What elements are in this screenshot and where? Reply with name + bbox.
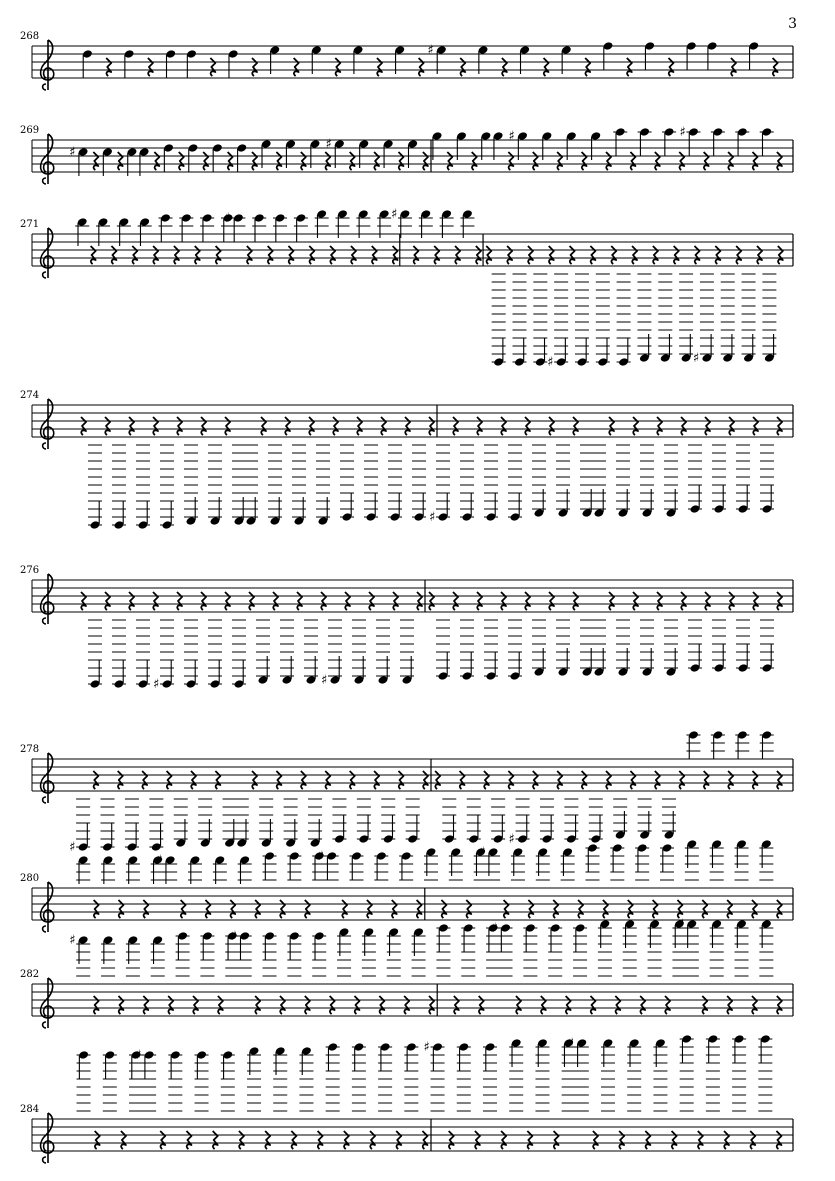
quarter-rest: [318, 1131, 323, 1149]
quarter-rest: [95, 1131, 100, 1149]
quarter-rest: [447, 152, 452, 170]
quarter-rest: [350, 771, 355, 789]
quarter-rest: [557, 771, 562, 789]
quarter-rest: [273, 592, 278, 610]
quarter-rest: [423, 771, 428, 789]
quarter-rest: [501, 592, 506, 610]
quarter-rest: [423, 152, 428, 170]
quarter-rest: [129, 592, 134, 610]
quarter-rest: [501, 417, 506, 435]
quarter-rest: [374, 771, 379, 789]
quarter-rest: [698, 1131, 703, 1149]
quarter-rest: [193, 996, 198, 1014]
quarter-rest: [305, 900, 310, 918]
quarter-rest: [345, 592, 350, 610]
quarter-rest: [582, 152, 587, 170]
quarter-rest: [417, 592, 422, 610]
quarter-rest: [704, 771, 709, 789]
quarter-rest: [297, 592, 302, 610]
quarter-rest: [674, 246, 679, 264]
quarter-rest: [628, 900, 633, 918]
sharp-accidental: ♯: [224, 211, 231, 226]
quarter-rest: [94, 996, 99, 1014]
quarter-rest: [731, 58, 736, 76]
quarter-rest: [215, 771, 220, 789]
measure-number: 276: [20, 565, 40, 576]
quarter-rest: [507, 246, 512, 264]
quarter-rest: [276, 152, 281, 170]
quarter-rest: [752, 900, 757, 918]
quarter-rest: [369, 592, 374, 610]
quarter-rest: [177, 417, 182, 435]
quarter-rest: [105, 592, 110, 610]
quarter-rest: [294, 58, 299, 76]
quarter-rest: [280, 996, 285, 1014]
quarter-rest: [724, 1131, 729, 1149]
quarter-rest: [544, 58, 549, 76]
quarter-rest: [213, 1131, 218, 1149]
sharp-accidental: ♯: [427, 43, 434, 58]
quarter-rest: [633, 592, 638, 610]
quarter-rest: [541, 996, 546, 1014]
sharp-accidental: ♯: [585, 665, 592, 680]
quarter-rest: [476, 246, 481, 264]
quarter-rest: [657, 417, 662, 435]
quarter-rest: [142, 771, 147, 789]
quarter-rest: [413, 246, 418, 264]
quarter-rest: [557, 152, 562, 170]
quarter-rest: [619, 1131, 624, 1149]
quarter-rest: [695, 246, 700, 264]
quarter-rest: [477, 592, 482, 610]
sharp-accidental: ♯: [156, 853, 163, 868]
quarter-rest: [528, 246, 533, 264]
treble-clef-icon: [41, 753, 54, 803]
sharp-accidental: ♯: [491, 921, 498, 936]
quarter-rest: [570, 246, 575, 264]
quarter-rest: [435, 771, 440, 789]
quarter-rest: [609, 417, 614, 435]
quarter-rest: [370, 1131, 375, 1149]
quarter-rest: [704, 152, 709, 170]
quarter-rest: [633, 417, 638, 435]
quarter-rest: [773, 58, 778, 76]
quarter-rest: [728, 771, 733, 789]
quarter-rest: [153, 246, 158, 264]
quarter-rest: [705, 592, 710, 610]
quarter-rest: [609, 592, 614, 610]
quarter-rest: [249, 592, 254, 610]
quarter-rest: [230, 900, 235, 918]
quarter-rest: [585, 58, 590, 76]
quarter-rest: [333, 417, 338, 435]
quarter-rest: [533, 771, 538, 789]
quarter-rest: [728, 152, 733, 170]
quarter-rest: [354, 996, 359, 1014]
quarter-rest: [653, 900, 658, 918]
quarter-rest: [453, 592, 458, 610]
treble-clef-icon: [41, 40, 54, 90]
quarter-rest: [679, 152, 684, 170]
quarter-rest: [195, 246, 200, 264]
quarter-rest: [479, 996, 484, 1014]
quarter-rest: [502, 58, 507, 76]
quarter-rest: [752, 152, 757, 170]
quarter-rest: [203, 152, 208, 170]
quarter-rest: [405, 417, 410, 435]
quarter-rest: [429, 996, 434, 1014]
quarter-rest: [177, 592, 182, 610]
sharp-accidental: ♯: [692, 351, 700, 366]
quarter-rest: [653, 246, 658, 264]
sharp-accidental: ♯: [230, 929, 237, 944]
sharp-accidental: ♯: [508, 832, 515, 847]
quarter-rest: [752, 996, 757, 1014]
quarter-rest: [396, 1131, 401, 1149]
quarter-rest: [672, 1131, 677, 1149]
quarter-rest: [393, 592, 398, 610]
quarter-rest: [778, 246, 783, 264]
quarter-rest: [525, 592, 530, 610]
quarter-rest: [239, 1131, 244, 1149]
quarter-rest: [449, 1131, 454, 1149]
quarter-rest: [606, 152, 611, 170]
quarter-rest: [477, 417, 482, 435]
quarter-rest: [321, 592, 326, 610]
quarter-rest: [501, 1131, 506, 1149]
quarter-rest: [582, 771, 587, 789]
quarter-rest: [404, 996, 409, 1014]
quarter-rest: [301, 152, 306, 170]
quarter-rest: [81, 417, 86, 435]
quarter-rest: [705, 417, 710, 435]
quarter-rest: [665, 996, 670, 1014]
quarter-rest: [351, 246, 356, 264]
quarter-rest: [210, 58, 215, 76]
quarter-rest: [460, 771, 465, 789]
quarter-rest: [261, 417, 266, 435]
quarter-rest: [702, 996, 707, 1014]
quarter-rest: [434, 246, 439, 264]
quarter-rest: [454, 996, 459, 1014]
quarter-rest: [516, 996, 521, 1014]
quarter-rest: [777, 417, 782, 435]
sharp-accidental: ♯: [325, 137, 332, 152]
quarter-rest: [255, 900, 260, 918]
sharp-accidental: ♯: [585, 506, 592, 521]
quarter-rest: [715, 246, 720, 264]
quarter-rest: [590, 246, 595, 264]
quarter-rest: [153, 592, 158, 610]
quarter-rest: [350, 152, 355, 170]
quarter-rest: [218, 996, 223, 1014]
quarter-rest: [681, 417, 686, 435]
quarter-rest: [593, 1131, 598, 1149]
quarter-rest: [777, 900, 782, 918]
quarter-rest: [168, 996, 173, 1014]
sharp-accidental: ♯: [317, 849, 324, 864]
quarter-rest: [379, 996, 384, 1014]
quarter-rest: [225, 417, 230, 435]
quarter-rest: [252, 58, 257, 76]
quarter-rest: [143, 996, 148, 1014]
quarter-rest: [466, 900, 471, 918]
quarter-rest: [460, 58, 465, 76]
quarter-rest: [549, 592, 554, 610]
quarter-rest: [632, 246, 637, 264]
quarter-rest: [174, 246, 179, 264]
quarter-rest: [753, 417, 758, 435]
quarter-rest: [573, 592, 578, 610]
quarter-rest: [94, 900, 99, 918]
quarter-rest: [776, 1131, 781, 1149]
quarter-rest: [374, 152, 379, 170]
quarter-rest: [330, 246, 335, 264]
quarter-rest: [681, 592, 686, 610]
quarter-rest: [288, 246, 293, 264]
quarter-rest: [247, 246, 252, 264]
quarter-rest: [527, 1131, 532, 1149]
quarter-rest: [484, 771, 489, 789]
quarter-rest: [655, 152, 660, 170]
quarter-rest: [268, 246, 273, 264]
quarter-rest: [757, 246, 762, 264]
sharp-accidental: ♯: [227, 836, 235, 851]
quarter-rest: [344, 1131, 349, 1149]
measure-number: 269: [20, 125, 40, 136]
quarter-rest: [153, 417, 158, 435]
quarter-rest: [381, 417, 386, 435]
quarter-rest: [228, 152, 233, 170]
quarter-rest: [252, 152, 257, 170]
measure-number: 268: [20, 31, 40, 42]
quarter-rest: [325, 771, 330, 789]
page-number: 3: [788, 16, 797, 32]
quarter-rest: [417, 900, 422, 918]
sharp-accidental: ♯: [479, 845, 486, 860]
quarter-rest: [615, 996, 620, 1014]
sharp-accidental: ♯: [508, 129, 515, 144]
treble-clef-icon: [41, 134, 54, 184]
treble-clef-icon: [41, 978, 54, 1028]
quarter-rest: [777, 152, 782, 170]
quarter-rest: [398, 152, 403, 170]
quarter-rest: [167, 771, 172, 789]
quarter-rest: [630, 152, 635, 170]
quarter-rest: [160, 1131, 165, 1149]
measure-number: 278: [20, 744, 40, 755]
quarter-rest: [191, 771, 196, 789]
sharp-accidental: ♯: [567, 1036, 575, 1051]
sharp-accidental: ♯: [429, 510, 436, 525]
measure-number: 271: [20, 219, 40, 230]
quarter-rest: [752, 771, 757, 789]
treble-clef-icon: [41, 228, 54, 278]
quarter-rest: [118, 900, 123, 918]
quarter-rest: [603, 900, 608, 918]
quarter-rest: [265, 1131, 270, 1149]
measure-number: 282: [20, 969, 40, 980]
quarter-rest: [640, 996, 645, 1014]
quarter-rest: [553, 900, 558, 918]
quarter-rest: [143, 900, 148, 918]
quarter-rest: [679, 771, 684, 789]
measure-number: 280: [20, 873, 40, 884]
sharp-accidental: ♯: [390, 207, 398, 222]
quarter-rest: [750, 1131, 755, 1149]
sharp-accidental: ♯: [69, 145, 76, 160]
quarter-rest: [118, 152, 123, 170]
quarter-rest: [276, 771, 281, 789]
quarter-rest: [93, 152, 98, 170]
quarter-rest: [729, 417, 734, 435]
quarter-rest: [429, 417, 434, 435]
sharp-accidental: ♯: [679, 125, 686, 140]
quarter-rest: [441, 900, 446, 918]
sharp-accidental: ♯: [321, 673, 328, 688]
quarter-rest: [255, 996, 260, 1014]
treble-clef-icon: [41, 399, 54, 449]
quarter-rest: [736, 246, 741, 264]
quarter-rest: [504, 900, 509, 918]
treble-clef-icon: [41, 882, 54, 932]
quarter-rest: [285, 417, 290, 435]
quarter-rest: [453, 417, 458, 435]
quarter-rest: [111, 246, 116, 264]
quarter-rest: [291, 1131, 296, 1149]
quarter-rest: [528, 900, 533, 918]
quarter-rest: [357, 417, 362, 435]
quarter-rest: [702, 900, 707, 918]
quarter-rest: [549, 246, 554, 264]
quarter-rest: [533, 152, 538, 170]
quarter-rest: [201, 417, 206, 435]
quarter-rest: [590, 996, 595, 1014]
quarter-rest: [181, 900, 186, 918]
quarter-rest: [508, 152, 513, 170]
quarter-rest: [205, 900, 210, 918]
quarter-rest: [201, 592, 206, 610]
sharp-accidental: ♯: [135, 1048, 142, 1063]
quarter-rest: [91, 246, 96, 264]
quarter-rest: [777, 996, 782, 1014]
quarter-rest: [118, 771, 123, 789]
quarter-rest: [93, 771, 98, 789]
quarter-rest: [419, 58, 424, 76]
quarter-rest: [677, 900, 682, 918]
quarter-rest: [330, 996, 335, 1014]
quarter-rest: [606, 771, 611, 789]
quarter-rest: [398, 771, 403, 789]
quarter-rest: [645, 1131, 650, 1149]
quarter-rest: [280, 900, 285, 918]
quarter-rest: [309, 246, 314, 264]
quarter-rest: [309, 417, 314, 435]
sharp-accidental: ♯: [237, 514, 244, 529]
treble-clef-icon: [41, 1113, 54, 1163]
quarter-rest: [508, 771, 513, 789]
quarter-rest: [216, 246, 221, 264]
quarter-rest: [81, 592, 86, 610]
quarter-rest: [106, 58, 111, 76]
quarter-rest: [335, 58, 340, 76]
quarter-rest: [342, 900, 347, 918]
quarter-rest: [372, 246, 377, 264]
quarter-rest: [305, 996, 310, 1014]
quarter-rest: [392, 900, 397, 918]
quarter-rest: [727, 900, 732, 918]
sharp-accidental: ♯: [677, 917, 685, 932]
quarter-rest: [566, 996, 571, 1014]
quarter-rest: [393, 246, 398, 264]
quarter-rest: [154, 152, 159, 170]
quarter-rest: [668, 58, 673, 76]
quarter-rest: [129, 417, 134, 435]
quarter-rest: [573, 417, 578, 435]
quarter-rest: [118, 996, 123, 1014]
sharp-accidental: ♯: [423, 1040, 430, 1055]
quarter-rest: [472, 152, 477, 170]
measure-number: 274: [20, 390, 40, 401]
sharp-accidental: ♯: [69, 933, 76, 948]
quarter-rest: [377, 58, 382, 76]
quarter-rest: [105, 417, 110, 435]
sharp-accidental: ♯: [547, 355, 554, 370]
quarter-rest: [655, 771, 660, 789]
quarter-rest: [148, 58, 153, 76]
quarter-rest: [611, 246, 616, 264]
quarter-rest: [252, 771, 257, 789]
quarter-rest: [657, 592, 662, 610]
quarter-rest: [549, 417, 554, 435]
quarter-rest: [777, 592, 782, 610]
quarter-rest: [179, 152, 184, 170]
quarter-rest: [578, 900, 583, 918]
measure-number: 284: [20, 1104, 40, 1115]
quarter-rest: [475, 1131, 480, 1149]
quarter-rest: [727, 996, 732, 1014]
quarter-rest: [225, 592, 230, 610]
quarter-rest: [301, 771, 306, 789]
quarter-rest: [422, 1131, 427, 1149]
quarter-rest: [753, 592, 758, 610]
quarter-rest: [554, 1131, 559, 1149]
quarter-rest: [777, 771, 782, 789]
treble-clef-icon: [41, 574, 54, 624]
quarter-rest: [186, 1131, 191, 1149]
quarter-rest: [627, 58, 632, 76]
sharp-accidental: ♯: [69, 840, 76, 855]
quarter-rest: [486, 246, 491, 264]
quarter-rest: [429, 592, 434, 610]
quarter-rest: [455, 246, 460, 264]
quarter-rest: [121, 1131, 126, 1149]
quarter-rest: [525, 417, 530, 435]
quarter-rest: [325, 152, 330, 170]
quarter-rest: [367, 900, 372, 918]
quarter-rest: [729, 592, 734, 610]
sharp-accidental: ♯: [153, 677, 160, 692]
quarter-rest: [630, 771, 635, 789]
quarter-rest: [132, 246, 137, 264]
